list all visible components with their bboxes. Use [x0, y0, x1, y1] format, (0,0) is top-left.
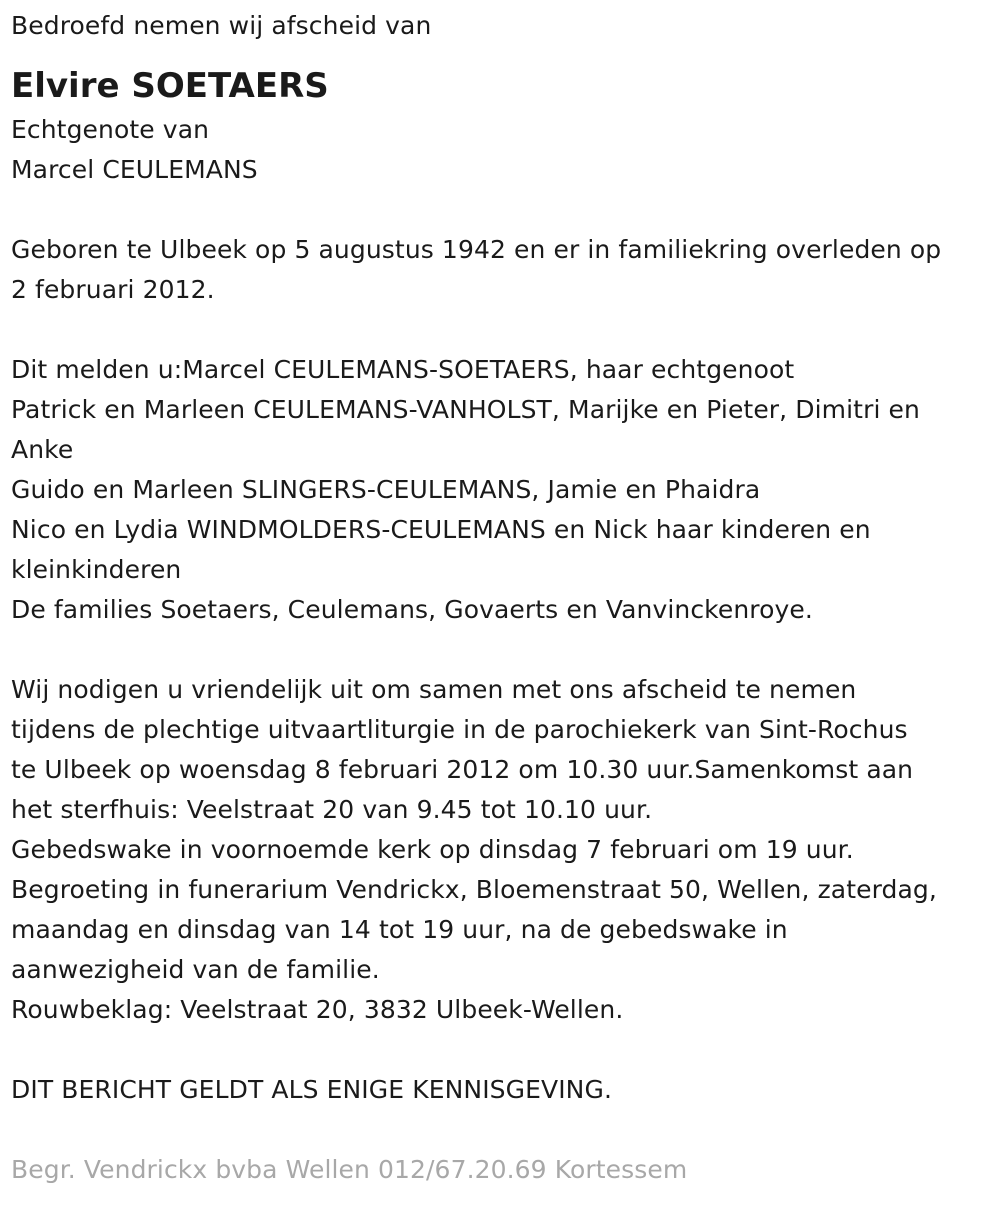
- spacer: [11, 1030, 1000, 1070]
- spacer: [11, 630, 1000, 670]
- ceremony-line: Gebedswake in voornoemde kerk op dinsdag 7 februari om 19 uur.: [11, 835, 854, 864]
- ceremony-line: maandag en dinsdag van 14 tot 19 uur, na de gebedswake in: [11, 915, 788, 944]
- family-line: Guido en Marleen SLINGERS-CEULEMANS, Jamie en Phaidra: [11, 475, 761, 504]
- ceremony-line: het sterfhuis: Veelstraat 20 van 9.45 tot 10.10 uur.: [11, 795, 653, 824]
- ceremony-line: tijdens de plechtige uitvaartliturgie in de parochiekerk van Sint-Rochus: [11, 715, 908, 744]
- spouse-name: Marcel CEULEMANS: [11, 155, 258, 184]
- ceremony-line: Begroeting in funerarium Vendrickx, Bloemenstraat 50, Wellen, zaterdag,: [11, 875, 937, 904]
- notice-text: DIT BERICHT GELDT ALS ENIGE KENNISGEVING.: [11, 1075, 612, 1104]
- spouse-label: Echtgenote van: [11, 115, 210, 144]
- intro-text: Bedroefd nemen wij afscheid van: [11, 11, 432, 40]
- spacer: [11, 310, 1000, 350]
- ceremony-line: Rouwbeklag: Veelstraat 20, 3832 Ulbeek-Wellen.: [11, 995, 624, 1024]
- deceased-name: Elvire SOETAERS: [11, 66, 329, 106]
- spacer: [11, 1110, 1000, 1150]
- birth-death-line: 2 februari 2012.: [11, 275, 215, 304]
- ceremony-line: aanwezigheid van de familie.: [11, 955, 380, 984]
- family-line: De families Soetaers, Ceulemans, Govaerts en Vanvinckenroye.: [11, 595, 813, 624]
- family-line: Dit melden u:Marcel CEULEMANS-SOETAERS, haar echtgenoot: [11, 355, 795, 384]
- family-line: kleinkinderen: [11, 555, 182, 584]
- family-line: Nico en Lydia WINDMOLDERS-CEULEMANS en Nick haar kinderen en: [11, 515, 871, 544]
- funeral-home-footer: Begr. Vendrickx bvba Wellen 012/67.20.69 Kortessem: [11, 1155, 688, 1184]
- ceremony-line: Wij nodigen u vriendelijk uit om samen met ons afscheid te nemen: [11, 675, 857, 704]
- spacer: [11, 190, 1000, 230]
- ceremony-line: te Ulbeek op woensdag 8 februari 2012 om 10.30 uur.Samenkomst aan: [11, 755, 914, 784]
- birth-death-line: Geboren te Ulbeek op 5 augustus 1942 en er in familiekring overleden op: [11, 235, 942, 264]
- family-line: Patrick en Marleen CEULEMANS-VANHOLST, Marijke en Pieter, Dimitri en: [11, 395, 920, 424]
- family-line: Anke: [11, 435, 74, 464]
